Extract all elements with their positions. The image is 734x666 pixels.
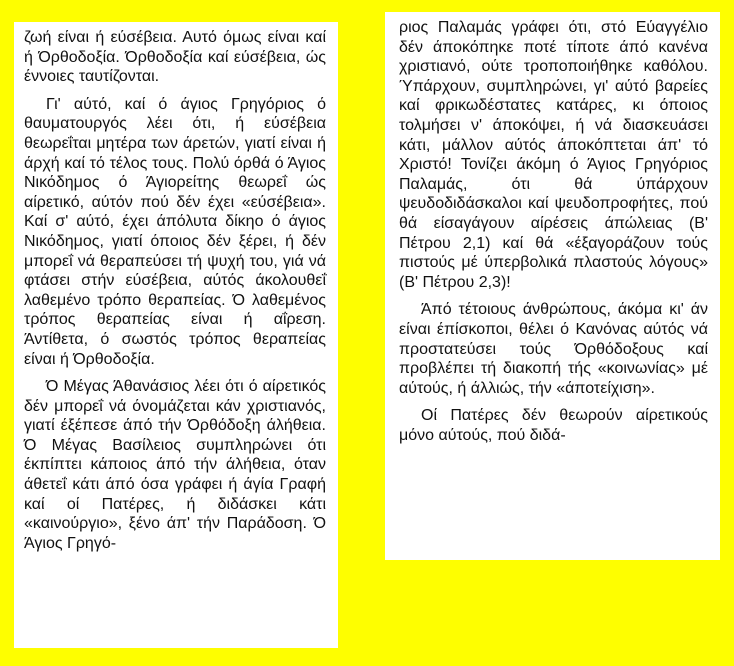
paragraph: ριος Παλαμάς γράφει ότι, στό Εύαγγέλιο δέν άποκόπηκε ποτέ τίποτε άπό κανένα χριστιανό, ούτε τροποποιήθηκε καθόλου. Ύπάρχουν, συμπληρώνει, γι' αύτό βαρείες καί φρικωδέστατες κατάρες, κι όποιος τολμήσει ν' άποκόψει, ή νά διασκευάσει κάτι, μάλλον αύτός άποκόπτεται άπ' τό Χριστό! Τονίζει άκόμη ό Άγιος Γρηγόριος Παλαμάς, ότι θά ύπάρχουν ψευδοδιδάσκαλοι καί ψευδοπροφήτες, πού θά είσαγάγουν αίρέσεις άπώλειας (Β' Πέτρου 2,1) καί θά «έξαγοράζουν τούς πιστούς μέ ύπερβολικά πλαστούς λόγους» (Β' Πέτρου 2,3)!: [399, 19, 708, 291]
paragraph: Άπό τέτοιους άνθρώπους, άκόμα κι' άν είναι έπίσκοποι, θέλει ό Κανόνας αύτός νά προστατεύσει τούς Όρθόδοξους καί προβλέπει τή διακοπή τής «κοινωνίας» μέ αύτούς, ή άλλιώς, τήν «άποτείχιση».: [399, 301, 708, 397]
paragraph: Γι' αύτό, καί ό άγιος Γρηγόριος ό θαυματουργός λέει ότι, ή εύσέβεια θεωρεΐται μητέρα των άρετών, γιατί είναι ή άρχή καί τό τέλος τους. Πολύ όρθά ό Άγιος Νικόδημος ό Άγιορείτης θεωρεΐ ώς αίρετικό, αύτόν πού δέν έχει «εύσέβεια». Καί σ' αύτό, έχει άπόλυτα δίκηο ό άγιος Νικόδημος, γιατί όποιος δέν ξέρει, ή δέν μπορεΐ νά θεραπεύσει τή ψυχή του, γιά νά φτάσει στήν εύσέβεια, αύτός άκολουθεΐ λαθεμένο τρόπο θεραπείας. Ό λαθεμένος τρόπος θεραπείας είναι ή αΐρεση. Άντίθετα, ό σωστός τρόπος θεραπείας είναι ή Όρθοδοξία.: [24, 95, 326, 368]
article-column-right: [385, 12, 720, 560]
article-column-left: [14, 22, 338, 648]
paragraph: Οί Πατέρες δέν θεωρούν αίρετικούς μόνο αύτούς, πού διδά-: [399, 407, 708, 444]
paragraph: ζωή είναι ή εύσέβεια. Αυτό όμως είναι καί ή Όρθοδοξία. Όρθοδοξία καί εύσέβεια, ώς έννοιες ταυτίζονται.: [24, 29, 326, 86]
paragraph: Ό Μέγας Άθανάσιος λέει ότι ό αίρετικός δέν μπορεΐ νά όνομάζεται κάν χριστιανός, γιατί έξέπεσε άπό τήν Όρθόδοξη άλήθεια. Ό Μέγας Βασίλειος συμπληρώνει ότι έκπίπτει κάποιος άπό τήν άλήθεια, όταν άθετεΐ κάτι άπό όσα γράφει ή άγία Γραφή καί οί Πατέρες, ή διδάσκει κάτι «καινούργιο», ξένο άπ' τήν Παράδοση. Ό Άγιος Γρηγό-: [24, 378, 326, 552]
